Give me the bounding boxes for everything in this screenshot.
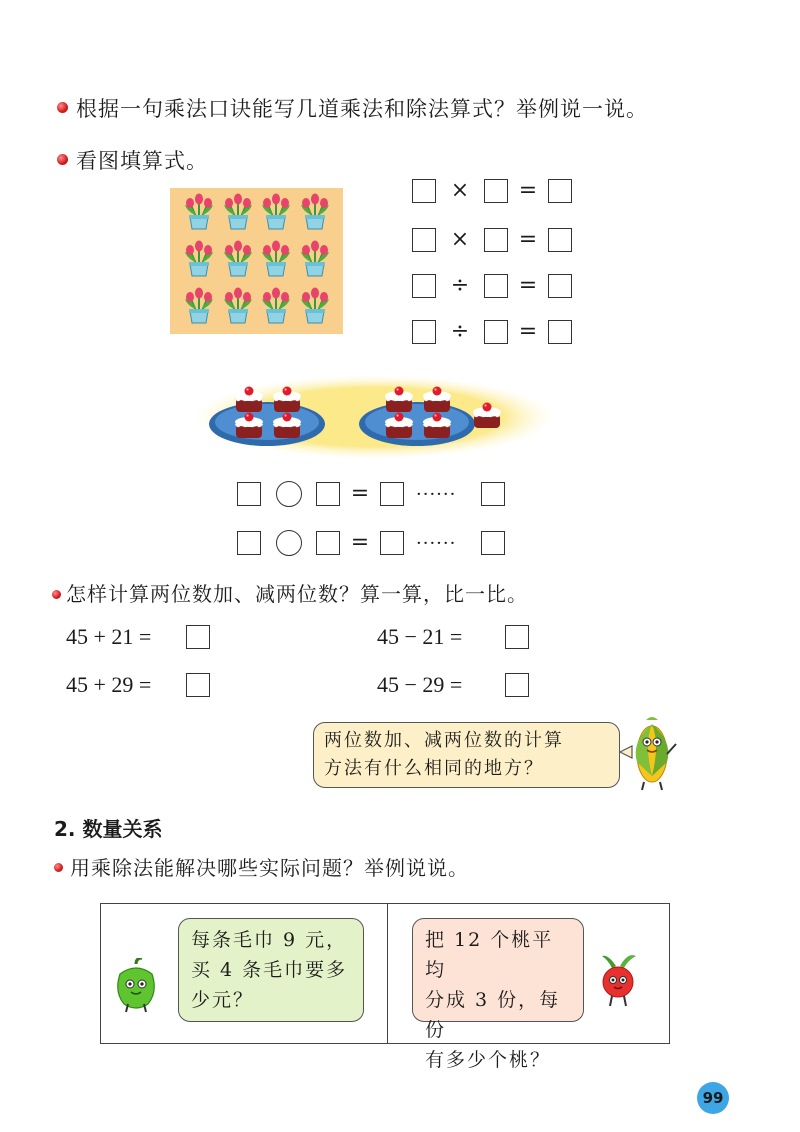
equals-sign: =	[350, 481, 370, 506]
answer-box[interactable]	[237, 531, 261, 555]
equals-sign: =	[518, 319, 538, 344]
answer-box[interactable]	[484, 179, 508, 203]
calc-expression: 45 + 21 =	[66, 624, 152, 649]
answer-box[interactable]	[484, 320, 508, 344]
operator-circle[interactable]	[276, 481, 302, 507]
bubble-line: 买 4 条毛巾要多	[191, 959, 348, 981]
answer-box[interactable]	[484, 274, 508, 298]
answer-box[interactable]	[481, 531, 505, 555]
divide-sign: ÷	[450, 273, 470, 298]
bubble-line: 每条毛巾 9 元，	[191, 929, 348, 951]
answer-box[interactable]	[186, 625, 210, 649]
equals-sign: =	[518, 273, 538, 298]
section-title: 2. 数量关系	[54, 817, 163, 841]
bullet-icon	[52, 590, 61, 599]
answer-box[interactable]	[380, 482, 404, 506]
bubble-line: 两位数加、减两位数的计算	[324, 730, 564, 751]
answer-box[interactable]	[412, 274, 436, 298]
calc-expression: 45 + 29 =	[66, 672, 152, 697]
bubble-line: 把 12 个桃平均	[425, 929, 554, 981]
bullet-icon	[57, 102, 68, 113]
question-2-text: 看图填算式。	[76, 149, 208, 173]
section-2-question: 用乘除法能解决哪些实际问题？举例说说。	[70, 856, 469, 880]
bubble-line: 少元？	[191, 989, 255, 1011]
answer-box[interactable]	[412, 228, 436, 252]
answer-box[interactable]	[548, 274, 572, 298]
question-3-text: 怎样计算两位数加、减两位数？算一算，比一比。	[66, 582, 528, 606]
speech-bubble-towel	[178, 918, 364, 1022]
answer-box[interactable]	[186, 673, 210, 697]
operator-circle[interactable]	[276, 530, 302, 556]
answer-box[interactable]	[316, 531, 340, 555]
panel-divider	[387, 904, 388, 1043]
bubble-line: 有多少个桃？	[425, 1049, 552, 1071]
calc-expression: 45 − 21 =	[377, 624, 463, 649]
page-number-badge: 99	[697, 1082, 729, 1114]
calc-expression: 45 − 29 =	[377, 672, 463, 697]
bubble-line: 分成 3 份，每份	[425, 989, 561, 1041]
corn-character-icon	[620, 712, 684, 792]
speech-bubble-peach	[412, 918, 584, 1071]
bullet-icon	[57, 154, 68, 165]
answer-box[interactable]	[505, 673, 529, 697]
answer-box[interactable]	[484, 228, 508, 252]
pepper-character-icon	[112, 958, 160, 1014]
answer-box[interactable]	[412, 320, 436, 344]
radish-character-icon	[594, 950, 642, 1010]
bubble-line: 方法有什么相同的地方？	[324, 758, 544, 779]
equals-sign: =	[518, 227, 538, 252]
equals-sign: =	[350, 530, 370, 555]
divide-sign: ÷	[450, 319, 470, 344]
remainder-dots: ······	[416, 484, 457, 505]
times-sign: ×	[450, 178, 470, 203]
answer-box[interactable]	[548, 179, 572, 203]
equals-sign: =	[518, 178, 538, 203]
answer-box[interactable]	[505, 625, 529, 649]
answer-box[interactable]	[380, 531, 404, 555]
speech-bubble-corn	[313, 722, 620, 788]
remainder-dots: ······	[416, 533, 457, 554]
answer-box[interactable]	[548, 320, 572, 344]
answer-box[interactable]	[316, 482, 340, 506]
times-sign: ×	[450, 227, 470, 252]
flower-pots-illustration	[170, 188, 343, 334]
answer-box[interactable]	[548, 228, 572, 252]
answer-box[interactable]	[412, 179, 436, 203]
answer-box[interactable]	[237, 482, 261, 506]
cakes-plates-illustration	[195, 372, 555, 462]
answer-box[interactable]	[481, 482, 505, 506]
bullet-icon	[54, 863, 63, 872]
question-1-text: 根据一句乘法口诀能写几道乘法和除法算式？举例说一说。	[76, 97, 648, 121]
